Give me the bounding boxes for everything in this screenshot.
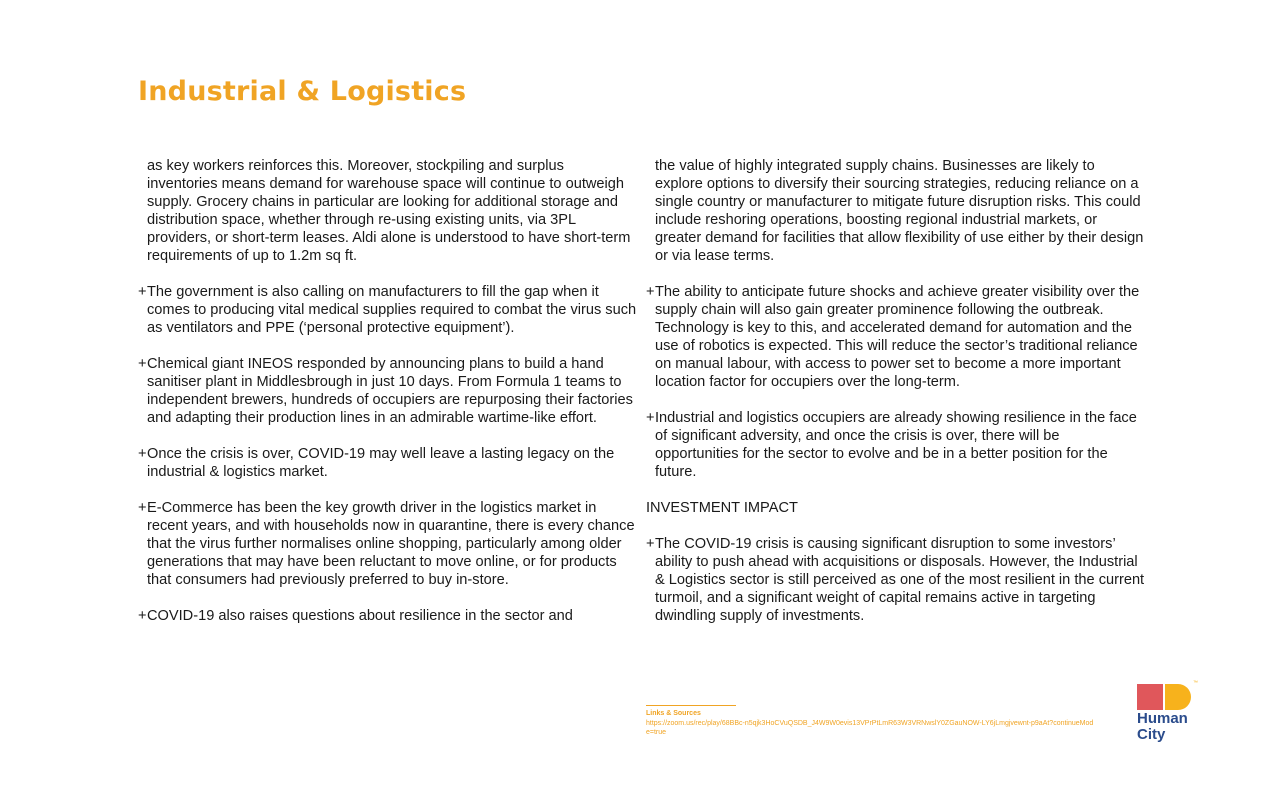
logo-red-square	[1137, 684, 1163, 710]
logo-text	[1137, 711, 1188, 743]
bullet-paragraph: + Once the crisis is over, COVID-19 may well leave a lasting legacy on the industrial & logistics market.	[138, 445, 638, 481]
logo-trademark: ™	[1193, 680, 1198, 686]
continued-paragraph: as key workers reinforces this. Moreover, stockpiling and surplus inventories means demand for warehouse space will continue to outweigh supply. Grocery chains in particular are looking for additional storage and distribution space, whether through re-using existing units, via 3PL providers, or short-term leases. Aldi alone is understood to have short-term requirements of up to 1.2m sq ft.	[147, 158, 631, 264]
continued-paragraph: the value of highly integrated supply chains. Businesses are likely to explore options to diversify their sourcing strategies, reducing reliance on a single country or manufacturer to mitigate future disruption risks. This could include reshoring operations, boosting regional industrial markets, or greater demand for facilities that allow flexibility of use either by their design or via lease terms.	[655, 158, 1144, 264]
page-title: Industrial & Logistics	[138, 76, 467, 107]
logo-yellow-shape	[1165, 684, 1191, 710]
bullet-paragraph: + Industrial and logistics occupiers are already showing resilience in the face of significant adversity, and once the crisis is over, there will be opportunities for the sector to evolve and be in a better position for the future.	[646, 409, 1146, 481]
left-column	[138, 157, 638, 643]
bullet-paragraph: + COVID-19 also raises questions about resilience in the sector and	[138, 607, 638, 625]
bullet-paragraph: + The government is also calling on manufacturers to fill the gap when it comes to producing vital medical supplies required to combat the virus such as ventilators and PPE (‘personal protective equipment’).	[138, 283, 638, 337]
logo-text-line2: City	[1137, 726, 1166, 743]
sources-title: Links & Sources	[646, 710, 701, 717]
human-city-logo	[1137, 682, 1201, 746]
logo-text-line1: Human	[1137, 710, 1188, 727]
sources-link[interactable]: https://zoom.us/rec/play/68BBc-n5qjk3HoCVuQSDB_J4W9W0evis13VPrPtLmR63W3VRNwslY0ZGauNOW-LY6jLmgjvewnt-p9aAt?continueMode=true	[646, 720, 1094, 736]
bullet-paragraph: + The COVID-19 crisis is causing significant disruption to some investors’ ability to push ahead with acquisitions or disposals. However, the Industrial & Logistics sector is still perceived as one of the most resilient in the current turmoil, and a significant weight of capital remains active in targeting dwindling supply of investments.	[646, 535, 1146, 625]
right-column	[646, 157, 1146, 643]
bullet-paragraph: + E-Commerce has been the key growth driver in the logistics market in recent years, and with households now in quarantine, there is every chance that the virus further normalises online shopping, particularly among older generations that may have been reluctant to move online, or for products that consumers had previously preferred to buy in-store.	[138, 499, 638, 589]
sources-divider	[646, 705, 736, 706]
investment-impact-heading: INVESTMENT IMPACT	[646, 500, 798, 516]
bullet-paragraph: + The ability to anticipate future shocks and achieve greater visibility over the supply chain will also gain greater prominence following the outbreak. Technology is key to this, and accelerated demand for automation and the use of robotics is expected. This will reduce the sector’s traditional reliance on manual labour, with access to power set to become a more important location factor for occupiers over the long-term.	[646, 283, 1146, 391]
bullet-paragraph: + Chemical giant INEOS responded by announcing plans to build a hand sanitiser plant in Middlesbrough in just 10 days. From Formula 1 teams to independent brewers, hundreds of occupiers are repurposing their factories and adapting their production lines in an admirable wartime-like effort.	[138, 355, 638, 427]
